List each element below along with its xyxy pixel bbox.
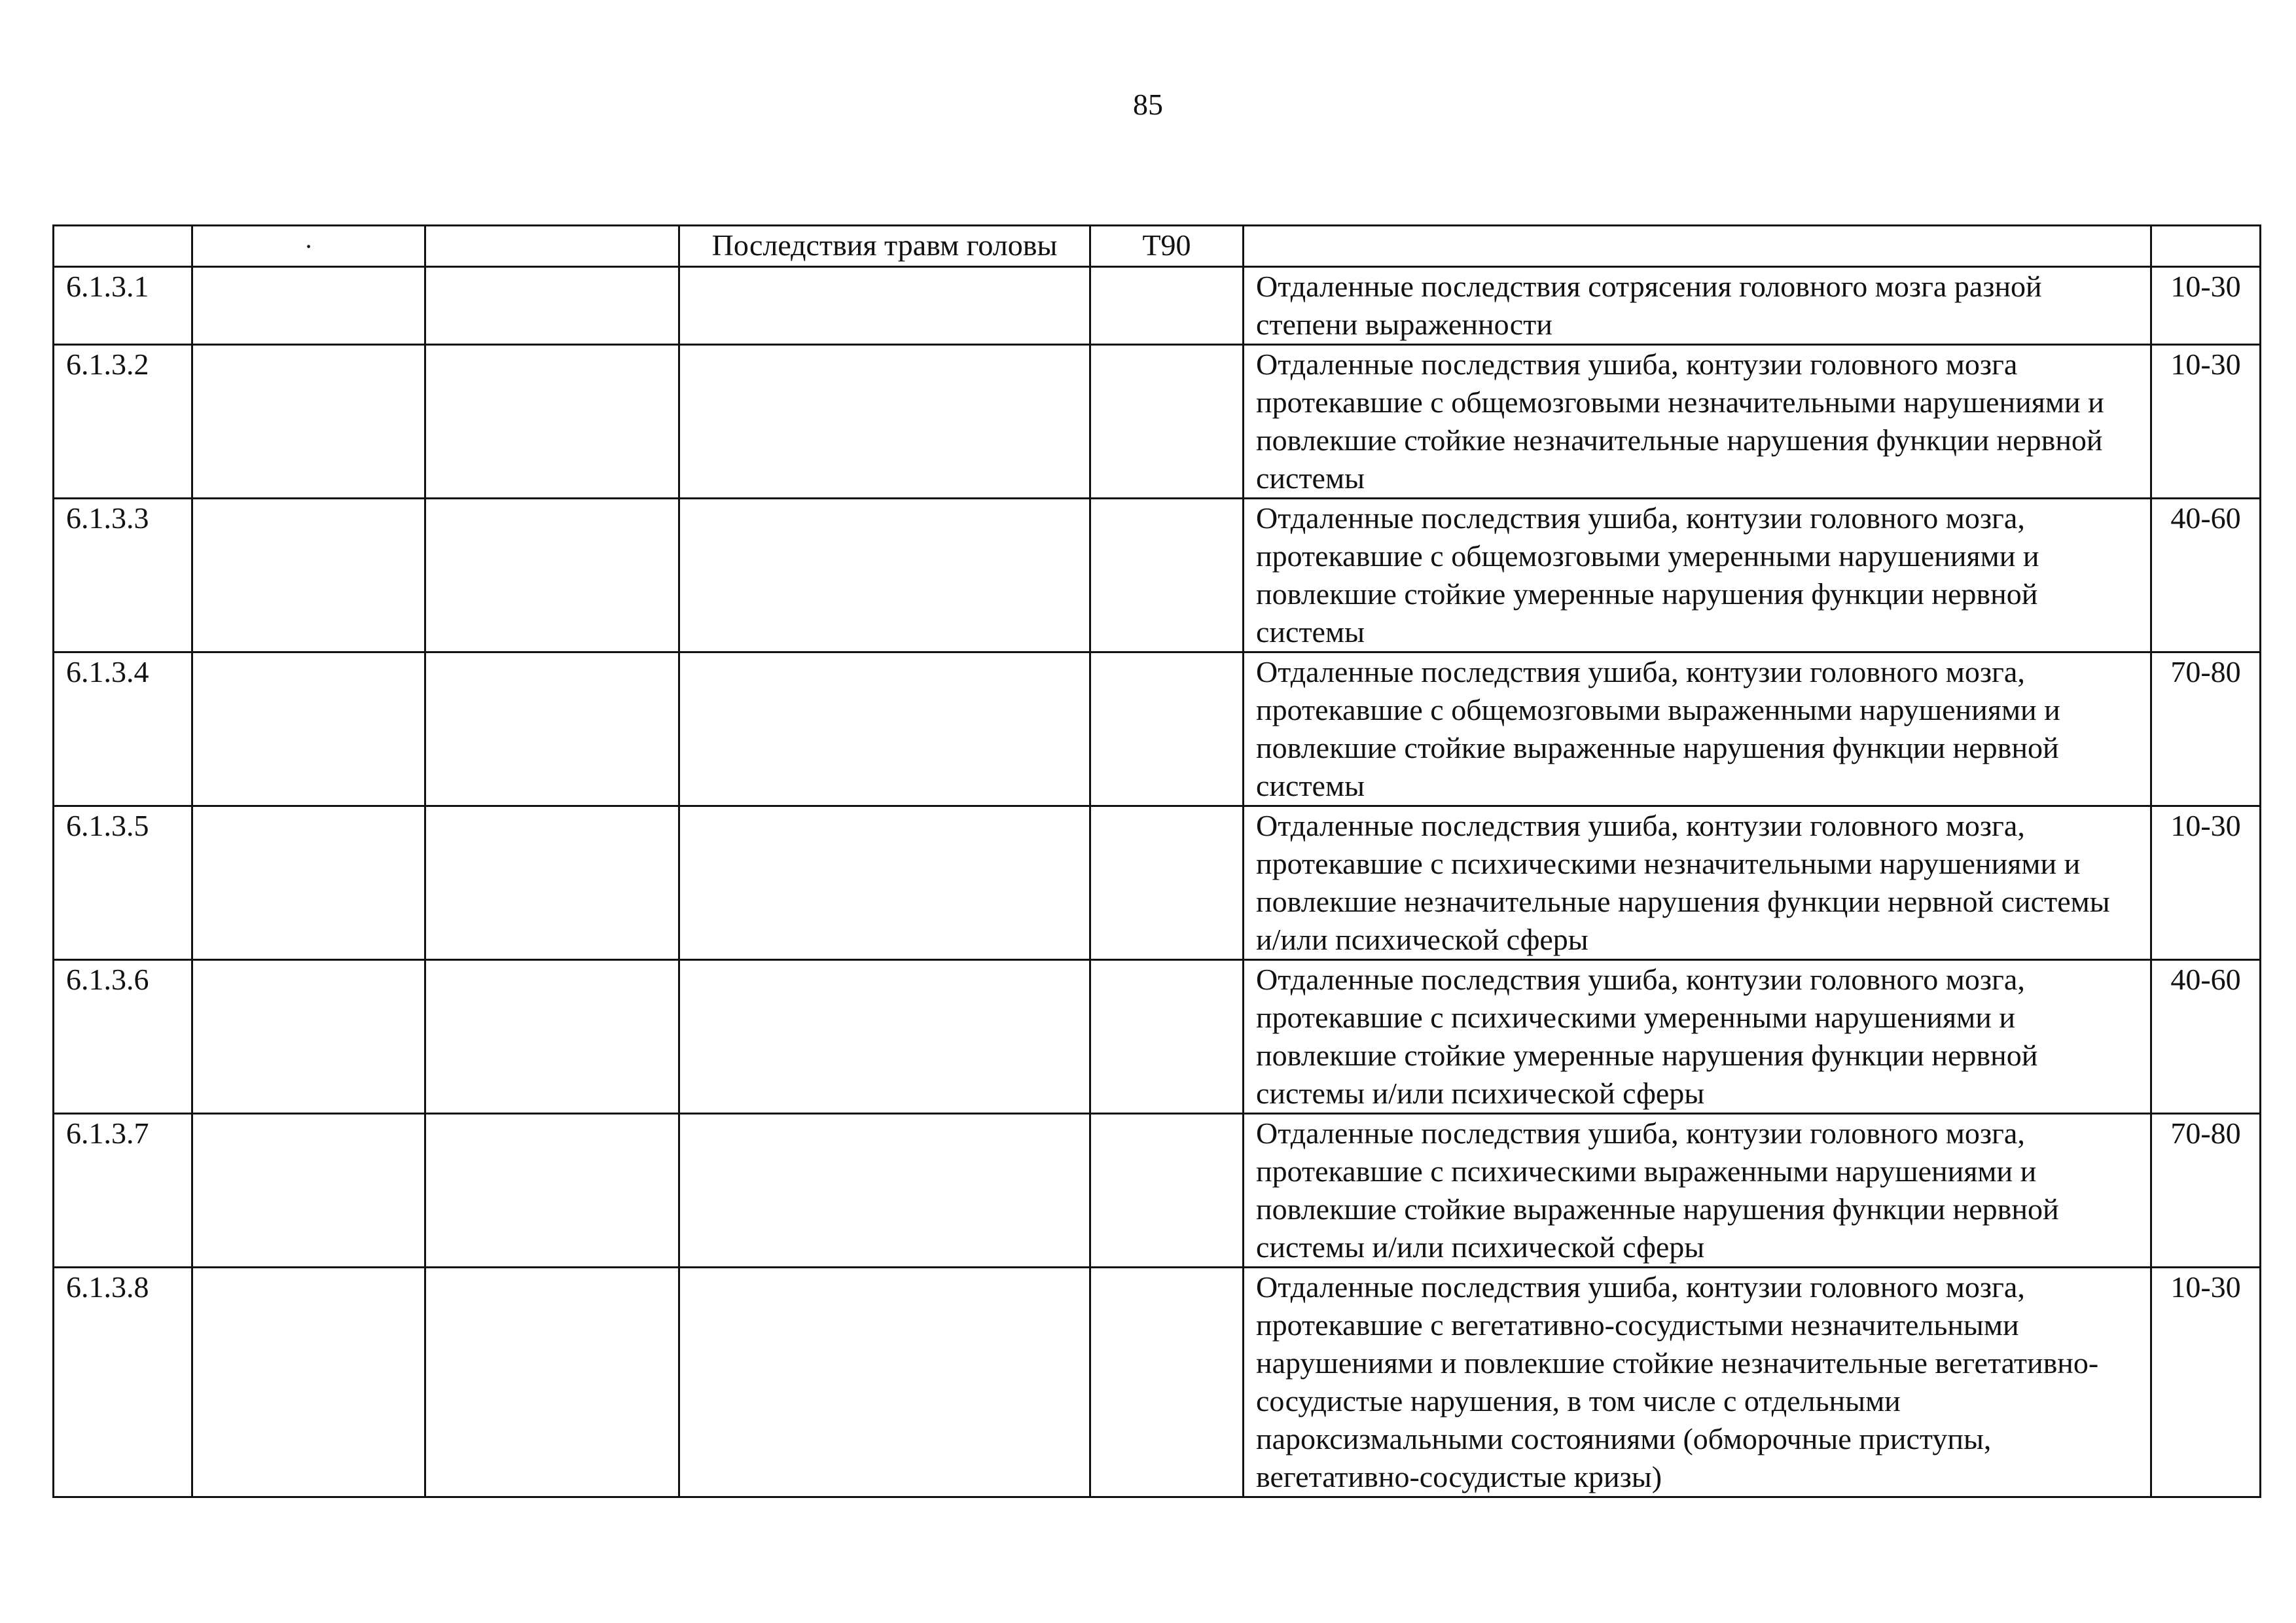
classification-table [52, 224, 2261, 1498]
header-cell-range [2151, 226, 2261, 267]
empty-cell [192, 1114, 425, 1268]
row-range: 40-60 [2151, 499, 2261, 652]
empty-cell [679, 1268, 1090, 1497]
empty-cell [1090, 960, 1244, 1114]
row-description: Отдаленные последствия ушиба, контузии головного мозга, протекавшие с психическими выраженными нарушениями и повлекшие стойкие выраженные нарушения функции нервной системы и/или психической сферы [1244, 1114, 2151, 1268]
empty-cell [679, 1114, 1090, 1268]
empty-cell [192, 499, 425, 652]
row-code: 6.1.3.6 [54, 960, 192, 1114]
empty-cell [192, 345, 425, 499]
row-range: 70-80 [2151, 1114, 2261, 1268]
row-description: Отдаленные последствия ушиба, контузии головного мозга протекавшие с общемозговыми незначительными нарушениями и повлекшие стойкие незначительные нарушения функции нервной системы [1244, 345, 2151, 499]
table-row [54, 960, 2261, 1114]
empty-cell [425, 652, 679, 806]
table-row [54, 345, 2261, 499]
table-row [54, 267, 2261, 345]
table-row [54, 1114, 2261, 1268]
empty-cell [425, 960, 679, 1114]
row-description: Отдаленные последствия ушиба, контузии головного мозга, протекавшие с психическими незначительными нарушениями и повлекшие незначительные нарушения функции нервной системы и/или психической сферы [1244, 806, 2151, 960]
empty-cell [679, 960, 1090, 1114]
table-row [54, 499, 2261, 652]
row-range: 70-80 [2151, 652, 2261, 806]
empty-cell [679, 267, 1090, 345]
row-code: 6.1.3.4 [54, 652, 192, 806]
header-cell-icd-code: T90 [1090, 226, 1244, 267]
empty-cell [425, 806, 679, 960]
row-code: 6.1.3.3 [54, 499, 192, 652]
row-code: 6.1.3.5 [54, 806, 192, 960]
empty-cell [425, 499, 679, 652]
row-code: 6.1.3.2 [54, 345, 192, 499]
page-number: 85 [1133, 88, 1163, 121]
empty-cell [1090, 652, 1244, 806]
empty-cell [1090, 499, 1244, 652]
row-description: Отдаленные последствия сотрясения головного мозга разной степени выраженности [1244, 267, 2151, 345]
empty-cell [1090, 806, 1244, 960]
empty-cell [192, 1268, 425, 1497]
row-code: 6.1.3.1 [54, 267, 192, 345]
row-range: 10-30 [2151, 806, 2261, 960]
header-marker: · [304, 232, 314, 261]
row-range: 10-30 [2151, 267, 2261, 345]
empty-cell [1090, 1268, 1244, 1497]
header-cell-title: Последствия травм головы [679, 226, 1090, 267]
empty-cell [192, 806, 425, 960]
empty-cell [425, 1268, 679, 1497]
table-header-row [54, 226, 2261, 267]
header-cell-code [54, 226, 192, 267]
empty-cell [679, 499, 1090, 652]
row-code: 6.1.3.7 [54, 1114, 192, 1268]
empty-cell [425, 267, 679, 345]
row-description: Отдаленные последствия ушиба, контузии головного мозга, протекавшие с общемозговыми выраженными нарушениями и повлекшие стойкие выраженные нарушения функции нервной системы [1244, 652, 2151, 806]
empty-cell [679, 806, 1090, 960]
table-row [54, 1268, 2261, 1497]
row-description: Отдаленные последствия ушиба, контузии головного мозга, протекавшие с общемозговыми умеренными нарушениями и повлекшие стойкие умеренные нарушения функции нервной системы [1244, 499, 2151, 652]
empty-cell [679, 652, 1090, 806]
empty-cell [425, 1114, 679, 1268]
empty-cell [1090, 1114, 1244, 1268]
empty-cell [679, 345, 1090, 499]
row-range: 10-30 [2151, 1268, 2261, 1497]
table-row [54, 806, 2261, 960]
row-range: 10-30 [2151, 345, 2261, 499]
empty-cell [425, 345, 679, 499]
row-description: Отдаленные последствия ушиба, контузии головного мозга, протекавшие с вегетативно-сосудистыми незначительными нарушениями и повлекшие стойкие незначительные вегетативно-сосудистые нарушения, в том числе с отдельными пароксизмальными состояниями (обморочные приступы, вегетативно-сосудистые кризы) [1244, 1268, 2151, 1497]
header-cell-marker [192, 226, 425, 267]
row-description: Отдаленные последствия ушиба, контузии головного мозга, протекавшие с психическими умеренными нарушениями и повлекшие стойкие умеренные нарушения функции нервной системы и/или психической сферы [1244, 960, 2151, 1114]
row-code: 6.1.3.8 [54, 1268, 192, 1497]
table-row [54, 652, 2261, 806]
empty-cell [192, 652, 425, 806]
empty-cell [192, 960, 425, 1114]
empty-cell [1090, 267, 1244, 345]
empty-cell [1090, 345, 1244, 499]
empty-cell [192, 267, 425, 345]
header-cell-description [1244, 226, 2151, 267]
header-cell-empty [425, 226, 679, 267]
row-range: 40-60 [2151, 960, 2261, 1114]
